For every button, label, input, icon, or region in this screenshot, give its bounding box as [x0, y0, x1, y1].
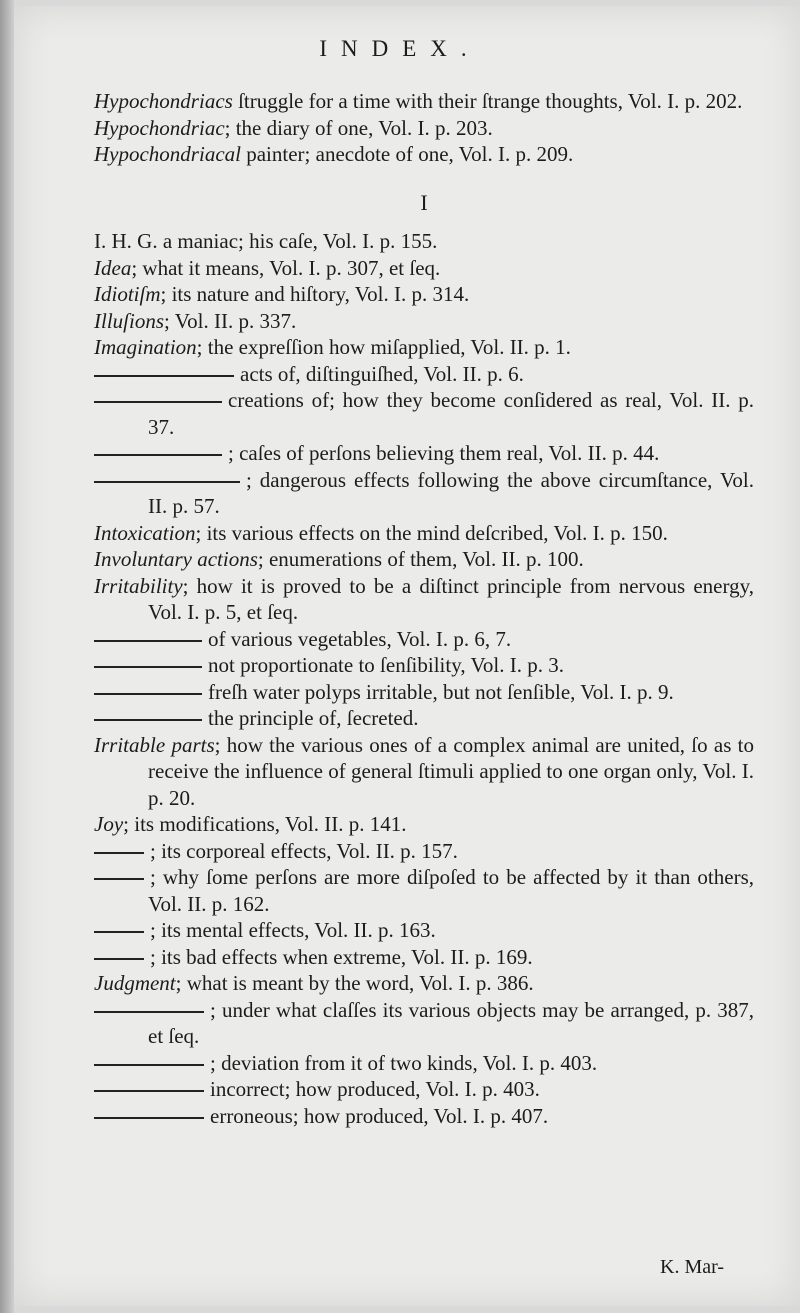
index-entry — [94, 917, 754, 944]
index-entry — [94, 88, 754, 115]
ditto-dash — [94, 852, 144, 854]
index-entry — [94, 811, 754, 838]
ditto-dash — [94, 1090, 204, 1092]
index-group-i-j — [94, 228, 754, 1129]
index-text: ; what is meant by the word, Vol. I. p. 386. — [175, 971, 534, 995]
ditto-dash — [94, 1064, 204, 1066]
ditto-dash — [94, 958, 144, 960]
ditto-dash — [94, 481, 240, 483]
index-term: Idiotiſm — [94, 282, 161, 306]
index-entry — [94, 732, 754, 812]
index-text: ; how it is proved to be a diſtinct principle from nervous energy, Vol. I. p. 5, et ſeq. — [148, 573, 754, 624]
index-text: erroneous; how produced, Vol. I. p. 407. — [210, 1103, 549, 1128]
index-term: Hypochondriacal — [94, 142, 241, 166]
index-term: Imagination — [94, 335, 197, 359]
index-entry — [94, 1103, 754, 1130]
index-entry — [94, 1076, 754, 1103]
index-text: ; how the various ones of a complex animal are united, ſo as to receive the influence of general ſtimuli applied to one organ only, Vol. I. p. 20. — [148, 732, 754, 810]
index-entry — [94, 679, 754, 706]
index-text: incorrect; how produced, Vol. I. p. 403. — [210, 1077, 540, 1101]
index-text: creations of; how they become conſidered as real, Vol. II. p. 37. — [148, 388, 754, 439]
index-entry — [94, 255, 754, 282]
section-letter: I — [420, 189, 428, 215]
index-entry — [94, 115, 754, 142]
index-entry — [94, 944, 754, 971]
index-text: ; what it means, Vol. I. p. 307, et ſeq. — [131, 255, 441, 280]
index-entry — [94, 652, 754, 679]
index-text: ; enumerations of them, Vol. II. p. 100. — [257, 547, 584, 571]
index-entry — [94, 573, 754, 626]
index-group-h — [94, 88, 754, 168]
index-entry — [94, 838, 754, 865]
index-entry — [94, 1050, 754, 1077]
page-title: INDEX. — [319, 36, 481, 61]
ditto-dash — [94, 375, 234, 377]
index-term: Intoxication — [94, 520, 196, 545]
index-entry — [94, 705, 754, 732]
ditto-dash — [94, 1117, 204, 1119]
index-term: Hypochondriac — [94, 115, 225, 140]
index-text: ; why ſome perſons are more diſpoſed to be affected by it than others, Vol. II. p. 162. — [148, 865, 754, 916]
ditto-dash — [94, 401, 222, 403]
index-text: ; its corporeal effects, Vol. II. p. 157. — [150, 838, 458, 863]
index-text: ; its bad effects when extreme, Vol. II. p. 169. — [150, 944, 533, 969]
index-entry — [94, 141, 754, 168]
index-text: ; caſes of perſons believing them real, Vol. II. p. 44. — [228, 441, 660, 465]
index-text: of various vegetables, Vol. I. p. 6, 7. — [208, 626, 512, 651]
ditto-dash — [94, 666, 202, 668]
index-entry — [94, 970, 754, 997]
ditto-dash — [94, 719, 202, 721]
index-text: ; deviation from it of two kinds, Vol. I. p. 403. — [210, 1050, 598, 1075]
index-term: Irritability — [94, 573, 183, 598]
ditto-dash — [94, 454, 222, 456]
index-term: Illuſions — [94, 308, 165, 333]
index-text: ; its various effects on the mind deſcribed, Vol. I. p. 150. — [195, 520, 668, 545]
index-text: ; its mental effects, Vol. II. p. 163. — [150, 918, 436, 942]
index-text: the principle of, ſecreted. — [208, 706, 419, 730]
index-entry — [94, 440, 754, 467]
index-entry — [94, 387, 754, 440]
index-text: ; Vol. II. p. 337. — [164, 308, 297, 333]
index-text: freſh water polyps irritable, but not ſenſible, Vol. I. p. 9. — [208, 679, 674, 704]
index-text: acts of, diſtinguiſhed, Vol. II. p. 6. — [240, 361, 524, 386]
index-entry — [94, 281, 754, 308]
index-text: I. H. G. a maniac; his caſe, Vol. I. p. 155. — [94, 229, 438, 253]
index-text: ; the diary of one, Vol. I. p. 203. — [224, 115, 493, 140]
ditto-dash — [94, 1011, 204, 1013]
index-text: ; the expreſſion how miſapplied, Vol. II. p. 1. — [196, 335, 571, 359]
index-entry — [94, 228, 754, 255]
ditto-dash — [94, 878, 144, 880]
index-entry — [94, 308, 754, 335]
index-text: ; its nature and hiſtory, Vol. I. p. 314. — [160, 282, 470, 306]
index-text: ; under what claſſes its various objects may be arranged, p. 387, et ſeq. — [148, 997, 754, 1048]
index-entry — [94, 361, 754, 388]
index-text: ; its modifications, Vol. II. p. 141. — [123, 812, 407, 836]
index-entry — [94, 334, 754, 361]
index-entry — [94, 626, 754, 653]
index-term: Judgment — [94, 971, 176, 995]
index-entry — [94, 864, 754, 917]
index-entry — [94, 520, 754, 547]
ditto-dash — [94, 931, 144, 933]
index-text: ſtruggle for a time with their ſtrange thoughts, Vol. I. p. 202. — [232, 89, 743, 113]
index-term: Idea — [94, 255, 132, 280]
page-gutter — [0, 0, 14, 1313]
index-term: Hypochondriacs — [94, 89, 233, 113]
index-entry — [94, 997, 754, 1050]
index-term: Joy — [94, 812, 124, 836]
index-entries — [94, 88, 754, 1129]
ditto-dash — [94, 640, 202, 642]
index-text: not proportionate to ſenſibility, Vol. I. p. 3. — [208, 653, 565, 677]
catchword: K. Mar- — [660, 1256, 725, 1278]
index-term: Involuntary actions — [94, 547, 258, 571]
index-term: Irritable parts — [94, 732, 215, 757]
ditto-dash — [94, 693, 202, 695]
index-entry — [94, 467, 754, 520]
index-text: ; dangerous effects following the above circumſtance, Vol. II. p. 57. — [148, 467, 754, 518]
index-entry — [94, 546, 754, 573]
index-text: painter; anecdote of one, Vol. I. p. 209. — [240, 142, 574, 166]
